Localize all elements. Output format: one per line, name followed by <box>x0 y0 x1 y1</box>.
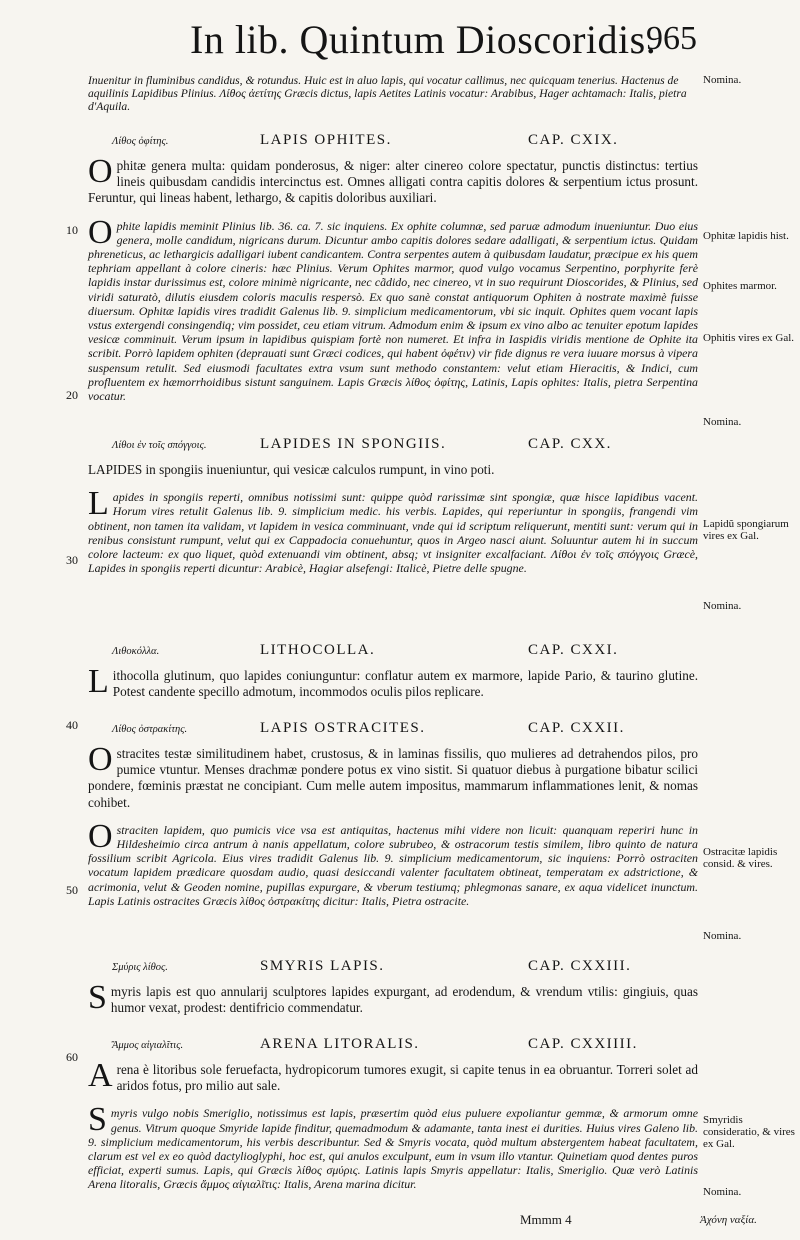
greek-title: Λίθος ὀφίτης. <box>112 136 169 147</box>
dioscorides-text: Lithocolla glutinum, quo lapides coniunguntur: conflatur autem ex marmore, lapide Pario, & taurino glutine. Potest candente specillo admotum, incommodos oculis pilos replicare. <box>88 663 698 700</box>
section-title: LAPIDES IN SPONGIIS. <box>260 436 447 452</box>
line-number: 40 <box>66 718 78 732</box>
section-heading <box>88 1036 698 1058</box>
line-number: 50 <box>66 883 78 897</box>
chapter-number: CAP. CXXI. <box>528 642 619 658</box>
chapter-number: CAP. CXIX. <box>528 132 619 148</box>
margin-note: Nomina. <box>703 74 742 86</box>
commentary-text: Ophite lapidis meminit Plinius lib. 36. ca. 7. sic inquiens. Ex ophite columnæ, sed paruæ admodum inueniuntur. Duo eius genera, molle candidum, nigricans durum. Dicuntur ambo capitis dolores sedare adalligati, & serpentium ictus. Quidam phreneticus, ac lethargicis adalligari iubent candicantem. Contra serpentes autem à quibusdam laudatur, præcipue ex his quem tephriam appellant à colore cineris: hæc Plinius. Verum Ophites marmor, quod vulgo vocamus Serpentino, porphyrite ferè lapidis instar durissimus est, colore minimè nigricante, nec cãdido, nec cinereo, vt in suo requirunt Dioscorides, & Plinius, sed viridi saturatò, dilutis eiusdem coloris maculis respersò. Ex quo sanè constat antiquorum Ophiten à nostrate maximè fuisse diuersum. Ophitæ lapidis vires tradidit Galenus lib. 9. simplicium medicamentorum, vbi sic inquit. Ophites quem vocant lapis vstus extergendi consingendiq; vim possidet, ceu etiam vitrum. Admodum enim & ipsum ex vino albo ac tenuiter epotum lapides vesicæ comminuit. Verum ipsum in lapidibus quispiam fortè non numeret. Et infra in Iaspidis viridis mentione de Ophite ita scribit. Porrò lapidem ophiten (deprauati sunt Græci codices, qui habent ὀφέτιν) vir fide dignus re vera iuuare morsus à vipera suspensum retulit. Sed eiusmodi facultates extra vsum sunt methodo constantem: velut etiam Hieracitis, & Indici, cum profluentem ex hæmorrhoidibus sistunt sanguinem. Lapis Græcis λίθος ὀφίτης, Latinis, Lapis ophites: Italis, pietra Serpentina vocatur. <box>88 213 698 404</box>
running-title: In lib. Quintum Dioscoridis. <box>190 17 657 62</box>
margin-note: Ostracitæ lapidis consid. & vires. <box>703 846 778 870</box>
chapter-number: CAP. CXX. <box>528 436 612 452</box>
dioscorides-text: Ostracites testæ similitudinem habet, crustosus, & in laminas fissilis, quo mulieres ad detrahendos pilos, pro pumice vtuntur. Menses drachmæ pondere potus ex vino sistit. Si quatuor diebus à purgatione bibatur scilici pondere, fœminis præstat ne concipiant. Cum melle autem impositus, mammarum inflammationes lenit, & nomas cohibet. <box>88 741 698 810</box>
commentary-text: Ostraciten lapidem, quo pumicis vice vsa est antiquitas, hactenus mihi videre non licuit: quanquam reperiri hunc in Hildesheimio circa antrum à nanis appellatum, colore subrubeo, & ostracorum testis similem, libro quinto de natura fossilium scribit Agricola. Eius vires tradidit Galenus lib. 9. simplicium medicamentorum, sic inquiens: Porrò ostraciten vocatum lapidem prædicare quosdam audio, quasi desiccandi valenter facultatem obtineat, temperatam ex adstrictione, & acrimonia, velut & Geoden nomine, pupillas expurgare, & vberum testiumq; phlegmonas sanare, ex aqua videlicet inunctum. Lapis Latinis ostracites Græcis λίθος ὀστρακίτης dicitur: Italis, Pietra ostracite. <box>88 817 698 908</box>
commentary-text: Smyris vulgo nobis Smeriglio, notissimus est lapis, præsertim quòd eius puluere expoliantur gemmæ, & armorum omne genus. Vitrum quoque Smyride lapide finditur, quemadmodum & adamante, tanta inest ei durities. Huius vires Galeno lib. 9. simplicium medicamentorum, his verbis describuntur. Sed & Smyris vocata, quòd multum abstergentem habeat facultatem, clarum est vel ex eo quòd dactylioglyphi, hoc est, qui anulos exculpunt, eum in vsum illo vtantur. Quinetiam quod dentes puros efficiat, experti sumus. Lapis, qui Græcis λίθος σμύρις. Latinis lapis Smyris appellatur: Italis, Smeriglio. Quæ verò Latinis Arena litoralis, Græcis ἄμμος αἰγιαλῖτις: Italis, Arena marina dicitur. <box>88 1101 698 1192</box>
margin-note: Smyridis consideratio, & vires ex Gal. <box>703 1114 795 1150</box>
section-lithocolla <box>88 642 698 700</box>
intro-paragraph: Inuenitur in fluminibus candidus, & rotundus. Huic est in aluo lapis, qui vocatur callimus, nec quicquam tenerius. Hactenus de aquilinis Lapidibus Plinius. Λίθος ἀετίτης Græcis dictus, lapis Aetites Latinis vocatur: Arabibus, Hager achtamach: Italis, pietra d'Aquila. <box>88 74 687 113</box>
dioscorides-text: Ophitæ genera multa: quidam ponderosus, & niger: alter cinereo colore spectatur, punctis distinctus: tertius lineis quibusdam candidis intercinctus est. Omnes alligati contra capitis dolores & serpentium ictus prosunt. Feruntur, qui lineas habent, lethargo, & capitis doloribus auxiliari. <box>88 153 698 206</box>
greek-title: Λίθος ὀστρακίτης. <box>112 724 188 735</box>
section-heading <box>88 132 698 154</box>
commentary-text: Lapides in spongiis reperti, omnibus notissimi sunt: quippe quòd rarissimæ sint spongiæ, quæ hisce lapidibus vacent. Horum vires retulit Galenus lib. 9. simplicium medic. his verbis. Lapides, qui reperiuntur in spongiis, frangendi vim obtinent, non tamen ita validam, vt lapidem in vesica comminuant, vnde qui id scriptum reliquerunt, mentiti sunt: verum qui in renibus consistunt rumpunt, velut qui ex Cappadocia conuehuntur, quos in Argeo nasci aiunt. Soluuntur autem hi in succum colore lacteum: ex quo liquet, quòd extenuandi vim obtinent, absq; vt insigniter excalfaciant. Λίθοι ἐν τοῖς σπόγγοις Græcè, Lapides in spongiis reperti dicuntur: Arabicè, Hagiar alsefengi: Italicè, Pietre delle spugne. <box>88 485 698 576</box>
chapter-number: CAP. CXXII. <box>528 720 625 736</box>
page-header <box>0 14 800 74</box>
section-lapis-ostracites <box>88 720 698 908</box>
section-lapides-in-spongiis <box>88 436 698 575</box>
greek-title: Λίθοι ἐν τοῖς σπόγγοις. <box>112 440 207 451</box>
page-number: 965 <box>646 20 697 57</box>
margin-note: Ophitis vires ex Gal. <box>703 332 795 344</box>
line-number: 30 <box>66 553 78 567</box>
section-heading <box>88 642 698 664</box>
section-heading <box>88 958 698 980</box>
margin-note: Nomina. <box>703 600 742 612</box>
section-title: LAPIS OSTRACITES. <box>260 720 426 736</box>
greek-title: Λιθοκόλλα. <box>112 646 160 657</box>
dioscorides-text: LAPIDES in spongiis inueniuntur, qui vesicæ calculos rumpunt, in vino poti. <box>88 462 495 477</box>
chapter-number: CAP. CXXIII. <box>528 958 632 974</box>
margin-note: Ophitæ lapidis hist. <box>703 230 789 242</box>
line-number: 10 <box>66 223 78 237</box>
line-number: 60 <box>66 1050 78 1064</box>
greek-title: Ἄμμος αἰγιαλῖτις. <box>112 1040 184 1051</box>
section-title: LITHOCOLLA. <box>260 642 376 658</box>
margin-note: Nomina. <box>703 930 742 942</box>
line-number: 20 <box>66 388 78 402</box>
section-heading <box>88 436 698 458</box>
greek-title: Σμύρις λίθος. <box>112 962 168 973</box>
section-title: ARENA LITORALIS. <box>260 1036 420 1052</box>
dioscorides-text: Arena è litoribus sole feruefacta, hydropicorum tumores exugit, si capite tenus in ea obruantur. Torreri solet ad aridos fotus, pro milio aut sale. <box>88 1057 698 1094</box>
section-lapis-ophites <box>88 132 698 403</box>
signature-mark: Mmmm 4 <box>520 1212 572 1227</box>
margin-note: Nomina. <box>703 1186 742 1198</box>
dioscorides-text: Smyris lapis est quo annularij sculptores lapides expurgant, ad erodendum, & vrendum vtilis: gingiuis, quas humor vexat, prodest: dentifricio commendatur. <box>88 979 698 1016</box>
section-title: SMYRIS LAPIS. <box>260 958 385 974</box>
section-title: LAPIS OPHITES. <box>260 132 392 148</box>
margin-note: Nomina. <box>703 416 742 428</box>
section-heading <box>88 720 698 742</box>
section-smyris-lapis <box>88 958 698 1016</box>
section-arena-litoralis <box>88 1036 698 1192</box>
chapter-number: CAP. CXXIIII. <box>528 1036 638 1052</box>
margin-note: Lapidũ spongiarum vires ex Gal. <box>703 518 789 542</box>
margin-note: Ophites marmor. <box>703 280 777 292</box>
catchword: Ἀχόνη ναξία. <box>700 1214 757 1226</box>
